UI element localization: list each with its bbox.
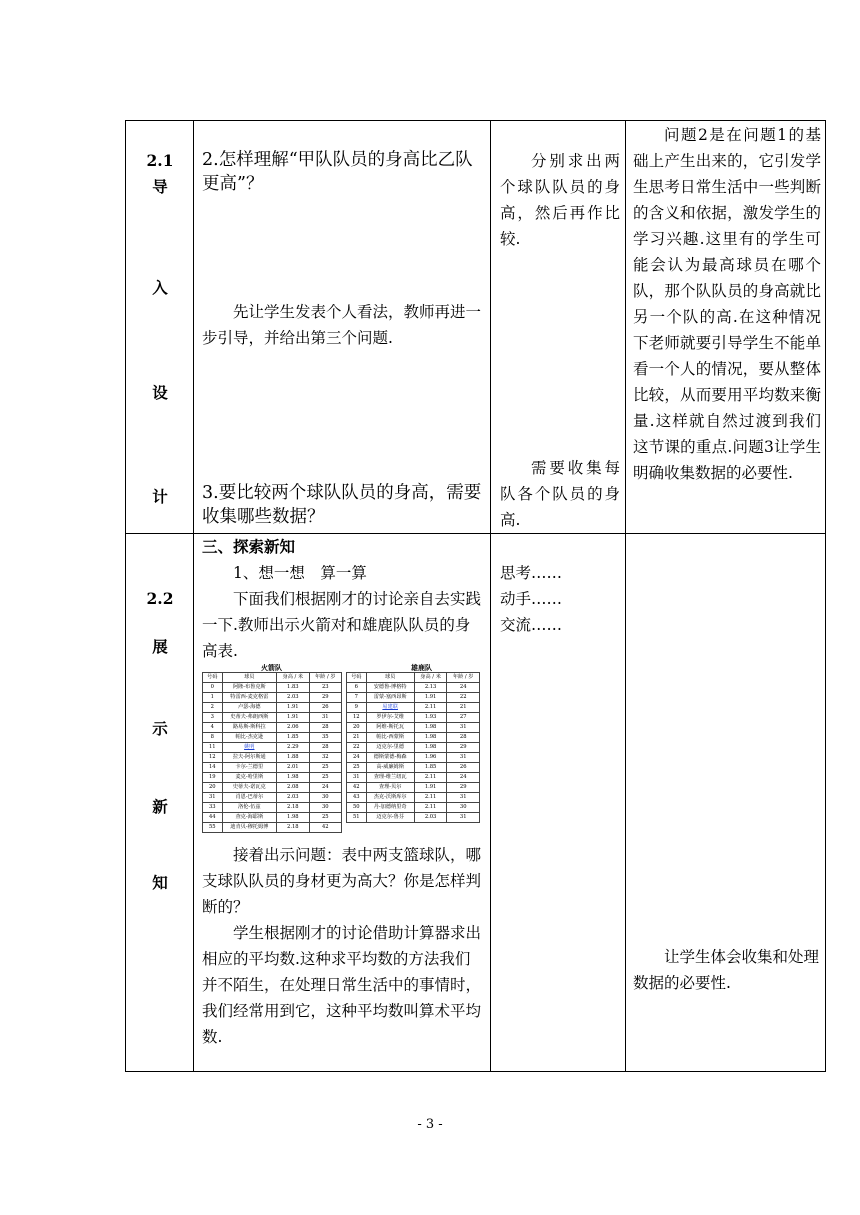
table-cell: 卢瑟-海德 <box>222 703 277 713</box>
table-cell: 4 <box>203 723 223 733</box>
table-cell: 查理-贝尔 <box>366 783 414 793</box>
table-cell: 2.06 <box>277 723 309 733</box>
table-cell: 21 <box>447 703 480 713</box>
table-row <box>203 723 342 733</box>
table-cell: 1.91 <box>414 693 447 703</box>
table-cell: 拉夫-阿尔斯通 <box>222 753 277 763</box>
table-cell: 30 <box>447 803 480 813</box>
table-cell: 31 <box>203 793 223 803</box>
table-cell: 1.96 <box>414 753 447 763</box>
student-activity-2: 需要收集每队各个队员的身高. <box>500 459 620 529</box>
table-header-cell: 年龄 / 岁 <box>309 673 341 683</box>
table-cell: 2.13 <box>414 683 447 693</box>
table-cell: 25 <box>309 773 341 783</box>
column-divider <box>625 121 626 1071</box>
table-row <box>203 793 342 803</box>
table-cell: 1.91 <box>414 783 447 793</box>
table-cell: 42 <box>347 783 367 793</box>
table-header-cell: 球员 <box>222 673 277 683</box>
table-cell: 55 <box>203 823 223 833</box>
section-code-2-1: 2.1 <box>146 151 174 170</box>
table-cell: 安德鲁-博格特 <box>366 683 414 693</box>
table-header-row <box>347 673 480 683</box>
table-cell: 易建联 <box>366 703 414 713</box>
table-cell: 24 <box>447 773 480 783</box>
section-label-char: 展 <box>152 637 168 656</box>
table-cell: 史蒂夫-诺瓦克 <box>222 783 277 793</box>
table-cell: 查克-海耶斯 <box>222 813 277 823</box>
table-row <box>347 713 480 723</box>
table-cell: 31 <box>447 793 480 803</box>
table-header-cell: 身高 / 米 <box>414 673 447 683</box>
table-header-cell: 球员 <box>366 673 414 683</box>
column-divider <box>490 121 491 1071</box>
table-cell: 1.98 <box>277 773 309 783</box>
table-cell: 1.98 <box>277 813 309 823</box>
table-row <box>347 703 480 713</box>
table-cell: 1.98 <box>414 743 447 753</box>
table-cell: 35 <box>309 733 341 743</box>
table-row <box>347 733 480 743</box>
rockets-height-table <box>202 672 342 833</box>
table-cell: 迪肯贝-穆托姆博 <box>222 823 277 833</box>
table-row <box>203 733 342 743</box>
table-cell: 28 <box>309 723 341 733</box>
table-cell: 19 <box>203 773 223 783</box>
table-cell: 30 <box>309 793 341 803</box>
lesson-plan-table <box>125 120 826 1072</box>
table-cell: 2.01 <box>277 763 309 773</box>
table-cell: 20 <box>203 783 223 793</box>
table-cell: 1.85 <box>414 763 447 773</box>
table-cell: 6 <box>347 683 367 693</box>
page-number: - 3 - <box>417 1117 443 1132</box>
table-cell: 洛伦-伍兹 <box>222 803 277 813</box>
table-cell: 2.03 <box>414 813 447 823</box>
table-cell: 43 <box>347 793 367 803</box>
table-header-cell: 年龄 / 岁 <box>447 673 480 683</box>
table-cell: 29 <box>447 783 480 793</box>
table-cell: 24 <box>347 753 367 763</box>
section-label-char: 知 <box>152 873 168 892</box>
table-cell: 24 <box>309 783 341 793</box>
question-3: 3.要比较两个球队队员的身高，需要收集哪些数据？ <box>202 483 482 527</box>
table-cell: 31 <box>447 723 480 733</box>
table-row <box>203 773 342 783</box>
table-cell: 23 <box>309 683 341 693</box>
table-cell: 42 <box>309 823 341 833</box>
design-intent-2-1: 问题2是在问题1的基础上产生出来的，它引发学生思考日常生活中一些判断的含义和依据，激发学生的学习兴趣.这里有的学生可能会认为最高球员在哪个队，那个队队员的身高就比另一个队的高.在这种情况下老师就要引导学生不能单看一个人的情况，要从整体比较，从而要用平均数来衡量.这样就自然过渡到我们这节课的重点.问题3让学生明确收集数据的必要性. <box>633 126 821 482</box>
section-label-char: 计 <box>152 487 168 506</box>
table-cell: 32 <box>309 753 341 763</box>
bucks-height-table <box>346 672 480 823</box>
table-cell: 31 <box>309 713 341 723</box>
table-cell: 26 <box>447 763 480 773</box>
explore-para-2: 接着出示问题：表中两支篮球队，哪支球队队员的身材更为高大？你是怎样判断的？ <box>202 846 482 916</box>
table-cell: 2.08 <box>277 783 309 793</box>
table-cell: 9 <box>347 703 367 713</box>
table-cell: 路易斯-斯科拉 <box>222 723 277 733</box>
table-cell: 姚明 <box>222 743 277 753</box>
table-row <box>347 723 480 733</box>
table-cell: 44 <box>203 813 223 823</box>
table-cell: 特雷西-麦克格雷 <box>222 693 277 703</box>
table-cell: 雷蒙-塞西昂斯 <box>366 693 414 703</box>
table-cell: 25 <box>309 763 341 773</box>
table-cell: 2.29 <box>277 743 309 753</box>
table-row <box>347 753 480 763</box>
table-cell: 31 <box>447 813 480 823</box>
table-cell: 14 <box>203 763 223 773</box>
table-cell: 2.11 <box>414 803 447 813</box>
table-row <box>203 813 342 823</box>
section-label-char: 设 <box>152 383 168 402</box>
table-cell: 22 <box>347 743 367 753</box>
table-cell: 51 <box>347 813 367 823</box>
table-cell: 12 <box>203 753 223 763</box>
table-row <box>203 823 342 833</box>
table-cell: 卡尔-兰德里 <box>222 763 277 773</box>
table-header-cell: 号码 <box>347 673 367 683</box>
table-cell: 0 <box>203 683 223 693</box>
table-cell: 3 <box>203 713 223 723</box>
table-cell: 丹-加德纳里奇 <box>366 803 414 813</box>
section-label-char: 示 <box>152 719 168 738</box>
table-cell: 28 <box>447 733 480 743</box>
table-cell: 2 <box>203 703 223 713</box>
table-cell: 高-威廉姆斯 <box>366 763 414 773</box>
table-row <box>203 693 342 703</box>
explore-para-3: 学生根据刚才的讨论借助计算器求出相应的平均数.这种求平均数的方法我们并不陌生，在处理日常生活中的事情时，我们经常用到它，这种平均数叫算术平均数. <box>202 924 482 1046</box>
student-activity-1: 分别求出两个球队队员的身高，然后再作比较. <box>500 152 620 248</box>
table-cell: 22 <box>447 693 480 703</box>
bucks-table-title: 雄鹿队 <box>411 663 432 672</box>
explore-para-1: 下面我们根据刚才的讨论亲自去实践一下.教师出示火箭对和雄鹿队队员的身高表. <box>202 590 482 660</box>
table-cell: 查理-维兰纽瓦 <box>366 773 414 783</box>
table-cell: 1.88 <box>277 753 309 763</box>
table-cell: 25 <box>347 763 367 773</box>
table-cell: 24 <box>447 683 480 693</box>
table-cell: 20 <box>347 723 367 733</box>
table-row <box>203 753 342 763</box>
table-header-row <box>203 673 342 683</box>
table-cell: 27 <box>447 713 480 723</box>
table-cell: 31 <box>447 753 480 763</box>
table-cell: 2.03 <box>277 793 309 803</box>
section-code-2-2: 2.2 <box>146 589 174 608</box>
explore-heading: 三、探索新知 <box>202 537 296 556</box>
section-label-char: 入 <box>152 278 168 297</box>
table-row <box>203 683 342 693</box>
question-2: 2.怎样理解“甲队队员的身高比乙队更高”？ <box>202 150 473 194</box>
table-cell: 31 <box>347 773 367 783</box>
table-cell: 50 <box>347 803 367 813</box>
table-cell: 1.93 <box>414 713 447 723</box>
table-cell: 帕比-西蒙斯 <box>366 733 414 743</box>
table-cell: 迈克尔-里德 <box>366 743 414 753</box>
table-row <box>347 813 480 823</box>
student-action: 思考…… <box>500 564 563 582</box>
table-cell: 2.18 <box>277 823 309 833</box>
table-cell: 21 <box>347 733 367 743</box>
table-cell: 1.83 <box>277 683 309 693</box>
table-row <box>347 693 480 703</box>
table-row <box>347 773 480 783</box>
table-row <box>347 743 480 753</box>
table-cell: 26 <box>309 703 341 713</box>
table-cell: 2.11 <box>414 773 447 783</box>
student-action: 动手…… <box>500 590 563 608</box>
table-cell: 25 <box>309 813 341 823</box>
design-intent-2-2: 让学生体会收集和处理数据的必要性. <box>633 948 820 992</box>
table-cell: 罗伊尔-艾维 <box>366 713 414 723</box>
table-cell: 迈克尔-鲁芬 <box>366 813 414 823</box>
table-cell: 2.18 <box>277 803 309 813</box>
table-cell: 德斯蒙德-梅森 <box>366 753 414 763</box>
table-row <box>203 743 342 753</box>
table-cell: 29 <box>447 743 480 753</box>
table-cell: 29 <box>309 693 341 703</box>
table-row <box>203 803 342 813</box>
table-row <box>347 803 480 813</box>
table-cell: 史蒂夫-弗朗西斯 <box>222 713 277 723</box>
table-cell: 2.11 <box>414 793 447 803</box>
table-cell: 1.91 <box>277 713 309 723</box>
table-row <box>203 763 342 773</box>
table-cell: 30 <box>309 803 341 813</box>
table-cell: 1.98 <box>414 723 447 733</box>
table-cell: 33 <box>203 803 223 813</box>
table-cell: 12 <box>347 713 367 723</box>
table-cell: 1.91 <box>277 703 309 713</box>
table-cell: 阿维-斯托瓦 <box>366 723 414 733</box>
table-header-cell: 号码 <box>203 673 223 683</box>
explore-subheading: 1、想一想 算一算 <box>233 564 367 582</box>
table-row <box>347 683 480 693</box>
table-cell: 阿隆-布鲁克斯 <box>222 683 277 693</box>
table-cell: 杰克-沃斯库尔 <box>366 793 414 803</box>
section-label-char: 导 <box>152 177 168 196</box>
table-cell: 7 <box>347 693 367 703</box>
teacher-note: 先让学生发表个人看法，教师再进一步引导，并给出第三个问题. <box>202 303 482 347</box>
table-row <box>203 703 342 713</box>
table-cell: 28 <box>309 743 341 753</box>
table-cell: 帕比-杰克逊 <box>222 733 277 743</box>
table-cell: 麦克-哈里斯 <box>222 773 277 783</box>
table-row <box>203 783 342 793</box>
table-cell: 2.03 <box>277 693 309 703</box>
table-cell: 肖恩-巴蒂尔 <box>222 793 277 803</box>
table-cell: 11 <box>203 743 223 753</box>
table-row <box>347 783 480 793</box>
student-action: 交流…… <box>500 616 563 634</box>
rockets-table-title: 火箭队 <box>261 663 282 672</box>
table-cell: 1.98 <box>414 733 447 743</box>
table-cell: 8 <box>203 733 223 743</box>
table-header-cell: 身高 / 米 <box>277 673 309 683</box>
table-row <box>347 793 480 803</box>
table-cell: 2.11 <box>414 703 447 713</box>
table-cell: 1.85 <box>277 733 309 743</box>
table-row <box>347 763 480 773</box>
table-cell: 1 <box>203 693 223 703</box>
table-row <box>203 713 342 723</box>
section-label-char: 新 <box>152 797 168 816</box>
